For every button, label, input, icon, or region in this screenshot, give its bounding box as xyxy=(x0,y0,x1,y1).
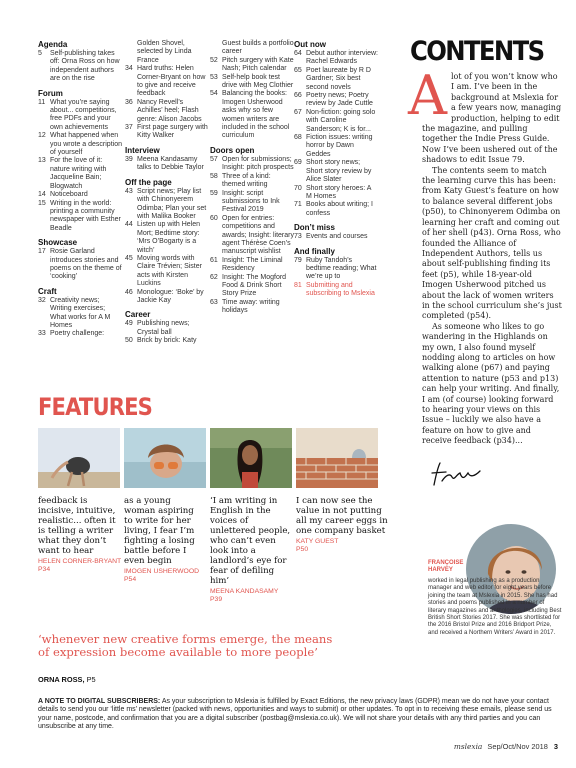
toc-section-heading: Career xyxy=(125,310,151,320)
feature-image-ostrich xyxy=(38,428,120,488)
toc-entry-text: Insight: The Liminal Residency xyxy=(222,256,283,273)
toc-entry-text: Three of a kind: themed writing xyxy=(222,172,271,189)
toc-section-heading: Out now xyxy=(294,40,326,49)
toc-entry[interactable] xyxy=(210,173,294,190)
dropcap: A xyxy=(408,64,447,127)
editor-intro xyxy=(408,64,562,447)
toc-entry-text: For the love of it: nature writing with Jacqueline Bain; Blogwatch xyxy=(50,157,107,190)
feature-page[interactable]: P50 xyxy=(296,546,309,553)
notice-heading: A NOTE TO DIGITAL SUBSCRIBERS: xyxy=(38,698,161,705)
feature-caption-3 xyxy=(210,496,292,604)
issue-date: Sep/Oct/Nov 2018 xyxy=(487,742,548,751)
toc-page-number: 32 xyxy=(38,296,46,304)
toc-entry[interactable] xyxy=(210,57,294,74)
toc-entry[interactable] xyxy=(294,134,378,159)
toc-page-number: 79 xyxy=(294,256,302,264)
toc-page-number: 39 xyxy=(125,155,133,163)
toc-entry-text: Self-help book test drive with Meg Clothier xyxy=(222,73,294,90)
toc-entry[interactable] xyxy=(210,299,294,316)
toc-entry-text: Insight: script submissions to Ink Festival 2019 xyxy=(222,189,280,214)
toc-entry[interactable] xyxy=(38,330,122,338)
toc-entry-text: Balancing the books: Imogen Usherwood asks why so few women writers are included in the school curriculum xyxy=(222,90,290,140)
toc-page-number xyxy=(210,40,222,57)
toc-entry[interactable] xyxy=(294,92,378,109)
toc-section-heading: Don’t miss xyxy=(294,223,335,233)
toc-page-number: 60 xyxy=(210,214,218,222)
toc-entry[interactable] xyxy=(125,99,209,124)
toc-page-number: 67 xyxy=(294,108,302,116)
toc-entry-text: Listen up with Helen Mort; Bedtime story: ‘Mrs O’Bogarty is a witch’ xyxy=(137,221,201,254)
toc-section-heading: Craft xyxy=(38,286,57,296)
toc-entry-text: What happened when you wrote a description of yourself xyxy=(50,132,122,157)
toc-page-number: 70 xyxy=(294,184,302,192)
toc-entry[interactable] xyxy=(294,159,378,184)
toc-entry-text: Poetry challenge: xyxy=(50,330,105,338)
toc-entry[interactable] xyxy=(210,156,294,173)
toc-entry[interactable] xyxy=(210,190,294,215)
toc-entry[interactable] xyxy=(38,297,122,331)
toc-page-number: 34 xyxy=(125,65,133,73)
toc-column-3 xyxy=(210,40,294,316)
toc-entry-text: Insight: The Mogford Food & Drink Short Story Prize xyxy=(222,273,287,298)
toc-page-number: 66 xyxy=(294,92,302,100)
editor-signature xyxy=(428,455,488,495)
toc-entry[interactable] xyxy=(210,274,294,299)
intro-paragraph-2: The contents seem to match the learning curve this has been: from Katy Guest’s feature on how to balance several different jobs (p50), to Chinonyerem Odimba on learning her craft and coming out of her shell (p43). Orna Ross, who founded the Alliance of Independent Authors, tells us about self-publishing finding its feet (p5), while 18-year-old Imogen Usherwood pitched us about the lack of women writers in the school curriculum she’s just completed (p54). xyxy=(422,165,562,321)
feature-image-woman-shades xyxy=(124,428,206,488)
page-footer xyxy=(454,742,558,751)
toc-page-number: 62 xyxy=(210,273,218,281)
toc-page-number: 54 xyxy=(210,90,218,98)
toc-page-number: 12 xyxy=(38,132,46,140)
toc-entry[interactable] xyxy=(38,248,122,282)
toc-section-heading: Doors open xyxy=(210,145,255,155)
toc-entry[interactable] xyxy=(125,156,209,173)
toc-entry[interactable] xyxy=(38,50,122,84)
toc-entry-text: Short story heroes: A M Homes xyxy=(306,184,371,200)
intro-paragraph-1: lot of you won’t know who I am. I’ve been in the background at Mslexia for a few years now, managing production, helping to edit the magazine, and pulling together the Indie Press Guide. Now I’ve been ushered out of the shadows to edit Issue 79. xyxy=(422,72,562,165)
toc-page-number: 43 xyxy=(125,187,133,195)
toc-entry[interactable] xyxy=(210,257,294,274)
toc-entry[interactable] xyxy=(38,157,122,191)
toc-entry-text: Creativity news; Writing exercises; What works for A M Homes xyxy=(50,296,111,329)
toc-entry[interactable] xyxy=(125,40,209,65)
toc-page-number: 63 xyxy=(210,298,218,306)
toc-page-number: 46 xyxy=(125,288,133,296)
toc-entry-text: Brick by brick: Katy xyxy=(137,337,197,345)
toc-entry-text: Open for submissions; Insight: pitch prospects xyxy=(222,155,294,172)
toc-entry[interactable] xyxy=(125,188,209,222)
toc-entry-text: Moving words with Claire Trévien; Sister acts with Kirsten Luckins xyxy=(137,254,202,288)
toc-section-heading: Interview xyxy=(125,145,160,155)
toc-entry[interactable] xyxy=(38,200,122,234)
feature-image-meena xyxy=(210,428,292,488)
toc-entry-text: Monologue: ‘Boke’ by Jackie Kay xyxy=(137,288,204,304)
toc-entry[interactable] xyxy=(125,255,209,289)
feature-caption-1 xyxy=(38,496,122,574)
toc-entry[interactable] xyxy=(294,109,378,134)
toc-entry[interactable] xyxy=(294,67,378,92)
toc-page-number: 81 xyxy=(294,281,302,289)
toc-entry-text: Noticeboard xyxy=(50,191,88,199)
pull-quote-name: ORNA ROSS, xyxy=(38,675,85,684)
toc-entry[interactable] xyxy=(125,65,209,99)
toc-entry[interactable] xyxy=(294,185,378,202)
toc-entry-text: Hard truths: Helen Corner-Bryant on how to give and receive feedback xyxy=(137,65,206,98)
toc-entry-text: Guest builds a portfolio career xyxy=(222,40,294,56)
toc-column-2 xyxy=(125,40,209,346)
toc-page-number: 37 xyxy=(125,124,133,132)
feature-author: HELEN CORNER-BRYANT xyxy=(38,558,122,565)
toc-entry[interactable] xyxy=(294,50,378,67)
toc-page-number: 73 xyxy=(294,233,302,241)
toc-page-number: 57 xyxy=(210,155,218,163)
toc-entry-text: What you’re saying about... competitions, free PDFs and your own achievements xyxy=(50,98,117,131)
toc-entry-text: Debut author interview: Rachel Edwards xyxy=(306,50,378,66)
toc-entry-text: Meena Kandasamy talks to Debbie Taylor xyxy=(137,155,204,172)
toc-entry-text: Poet laureate by R D Gardner; Six best second novels xyxy=(306,66,371,91)
toc-entry[interactable] xyxy=(125,221,209,255)
toc-section-heading: Agenda xyxy=(38,40,68,49)
toc-entry[interactable] xyxy=(125,124,209,141)
toc-page-number xyxy=(125,40,137,65)
notice-body: As your subscription to Mslexia is fulfilled by Exact Editions, the new privacy laws (GDPR) mean we do not have your contact details to send you our ‘little ms’ newsletter (packed with news, opportunities and ways to submit) or other updates. To opt in to receiving these emails, please send us your name, postcode, and confirmation that you are a digital subscriber (postbag@mslexia.co.uk). We will not share your details with any third parties and you can unsubscribe at any time. xyxy=(38,698,552,731)
intro-paragraph-3: As someone who likes to go wandering in the Highlands on my own, I also found myself nodding along to articles on how walking alone (p67) and paying attention to nature (p53 and p13) can help your writing. And finally, I am (of course) looking forward to hearing your views on this Issue – luckily we also have a feature on how to give and receive feedback (p34)... xyxy=(422,321,560,446)
feature-author: MEENA KANDASAMY xyxy=(210,588,279,595)
toc-entry-text: Poetry news; Poetry review by Jade Cuttle xyxy=(306,92,373,108)
toc-page-number: 59 xyxy=(210,189,218,197)
toc-entry[interactable] xyxy=(294,201,378,218)
toc-section-heading: And finally xyxy=(294,246,335,256)
toc-page-number: 17 xyxy=(38,248,46,256)
toc-entry-text: Fiction issues: writing horror by Dawn Geddes xyxy=(306,134,373,158)
toc-entry-text: Rosie Garland introduces stories and poems on the theme of ‘cooking’ xyxy=(50,248,122,281)
editor-name: FRANÇOISE HARVEY xyxy=(428,560,464,574)
toc-entry-text: Submitting and subscribing to Mslexia xyxy=(306,281,375,298)
toc-entry[interactable] xyxy=(294,233,378,241)
toc-page-number: 53 xyxy=(210,73,218,81)
toc-entry-text: Time away: writing holidays xyxy=(222,298,280,315)
toc-page-number: 52 xyxy=(210,56,218,64)
toc-page-number: 45 xyxy=(125,254,133,262)
digital-subscribers-note xyxy=(38,698,558,732)
feature-quote: as a young woman aspiring to write for her living, I fear I’m fighting a losing battle before I even begin xyxy=(124,496,195,566)
toc-entry[interactable] xyxy=(38,132,122,157)
toc-entry[interactable] xyxy=(38,99,122,133)
toc-page-number: 68 xyxy=(294,134,302,142)
toc-entry[interactable] xyxy=(294,257,378,282)
toc-page-number: 13 xyxy=(38,157,46,165)
toc-section-heading: Off the page xyxy=(125,177,172,187)
toc-page-number: 65 xyxy=(294,66,302,74)
page-number: 3 xyxy=(553,742,558,751)
feature-page[interactable]: P39 xyxy=(210,596,223,603)
toc-entry-text: Script news; Play list with Chinonyerem Odimba; Plan your set with Malika Booker xyxy=(137,187,207,220)
toc-entry-text: Non-fiction: going solo with Caroline Sanderson; K is for... xyxy=(306,108,376,133)
feature-quote: ‘I am writing in English in the voices of unlettered people, who can’t even look into a landlord’s eye for fear of defiling him’ xyxy=(210,496,291,586)
toc-entry-text: First page surgery with Kitty Walker xyxy=(137,124,208,140)
toc-entry[interactable] xyxy=(210,215,294,257)
toc-page-number: 69 xyxy=(294,159,302,167)
toc-entry[interactable] xyxy=(38,191,122,199)
toc-entry-text: Open for entries: competitions and awards; Insight: literary agent Thérèse Coen’s manuscript wishlist xyxy=(222,214,294,256)
toc-page-number: 44 xyxy=(125,221,133,229)
toc-entry-text: Ruby Tandoh’s bedtime reading; What we’re up to xyxy=(306,256,377,281)
toc-column-4 xyxy=(294,40,378,299)
magazine-brand: mslexia xyxy=(453,742,483,751)
toc-entry-text: Short story news; Short story review by Alice Slater xyxy=(306,159,372,184)
feature-page[interactable]: P54 xyxy=(124,576,137,583)
editor-bio: worked in legal publishing as a production manager and web editor for eight years before joining the team at Mslexia in 2015. She has had stories and poems published in a number of literary magazines and anthologies, including Best British Short Stories 2017. She was shortlisted for the 2016 Bristol Prize and 2016 Bridport Prize, and received a Northern Writers’ Award in 2017. xyxy=(428,578,562,636)
toc-entry[interactable] xyxy=(125,337,209,345)
feature-quote: I can now see the value in not putting all my career eggs in one company basket xyxy=(296,496,388,536)
toc-entry[interactable] xyxy=(294,282,378,299)
toc-page-number: 58 xyxy=(210,172,218,180)
toc-entry-text: Writing in the world: printing a community newspaper with Esther Beadle xyxy=(50,199,121,232)
feature-caption-4 xyxy=(296,496,388,554)
toc-entry[interactable] xyxy=(210,90,294,140)
toc-entry[interactable] xyxy=(210,40,294,57)
toc-page-number: 5 xyxy=(38,50,42,57)
toc-page-number: 33 xyxy=(38,330,46,338)
toc-entry[interactable] xyxy=(125,289,209,306)
toc-entry[interactable] xyxy=(125,320,209,337)
toc-page-number: 71 xyxy=(294,201,302,209)
toc-entry-text: Pitch surgery with Kate Nash; Pitch calendar xyxy=(222,56,294,73)
toc-entry-text: Self-publishing takes off: Orna Ross on how independent authors are on the rise xyxy=(50,50,120,83)
toc-page-number: 49 xyxy=(125,320,133,328)
toc-section-heading: Forum xyxy=(38,88,63,98)
toc-entry-text: Publishing news; Crystal ball xyxy=(137,320,190,336)
feature-author: KATY GUEST xyxy=(296,538,339,545)
feature-author: IMOGEN USHERWOOD xyxy=(124,568,200,575)
toc-entry-text: Events and courses xyxy=(306,233,368,241)
toc-page-number: 11 xyxy=(38,98,46,106)
toc-entry[interactable] xyxy=(210,74,294,91)
pull-quote: ‘whenever new creative forms emerge, the means of expression become available to more people’ xyxy=(38,632,333,659)
toc-page-number: 14 xyxy=(38,191,46,199)
features-title: FEATURES xyxy=(38,393,152,421)
toc-page-number: 61 xyxy=(210,256,218,264)
toc-entry-text: Golden Shovel, selected by Linda France xyxy=(137,40,192,64)
pull-quote-attribution xyxy=(38,675,96,684)
feature-image-bricks xyxy=(296,428,378,488)
toc-column-1 xyxy=(38,40,122,339)
pull-quote-page[interactable]: P5 xyxy=(86,675,96,684)
feature-quote: feedback is incisive, intuitive, realistic... often it is telling a writer what they don’t want to hear xyxy=(38,496,116,556)
toc-page-number: 15 xyxy=(38,199,46,207)
toc-entry-text: Nancy Revell’s Achilles’ heel; Flash genre: Alison Jacobs xyxy=(137,98,202,123)
toc-page-number: 64 xyxy=(294,50,302,57)
feature-page[interactable]: P34 xyxy=(38,566,51,573)
toc-section-heading: Showcase xyxy=(38,238,78,248)
toc-page-number: 36 xyxy=(125,98,133,106)
toc-entry-text: Books about writing; I confess xyxy=(306,201,373,217)
feature-caption-2 xyxy=(124,496,204,584)
contents-title: CONTENTS xyxy=(410,36,544,67)
toc-page-number: 50 xyxy=(125,337,133,345)
